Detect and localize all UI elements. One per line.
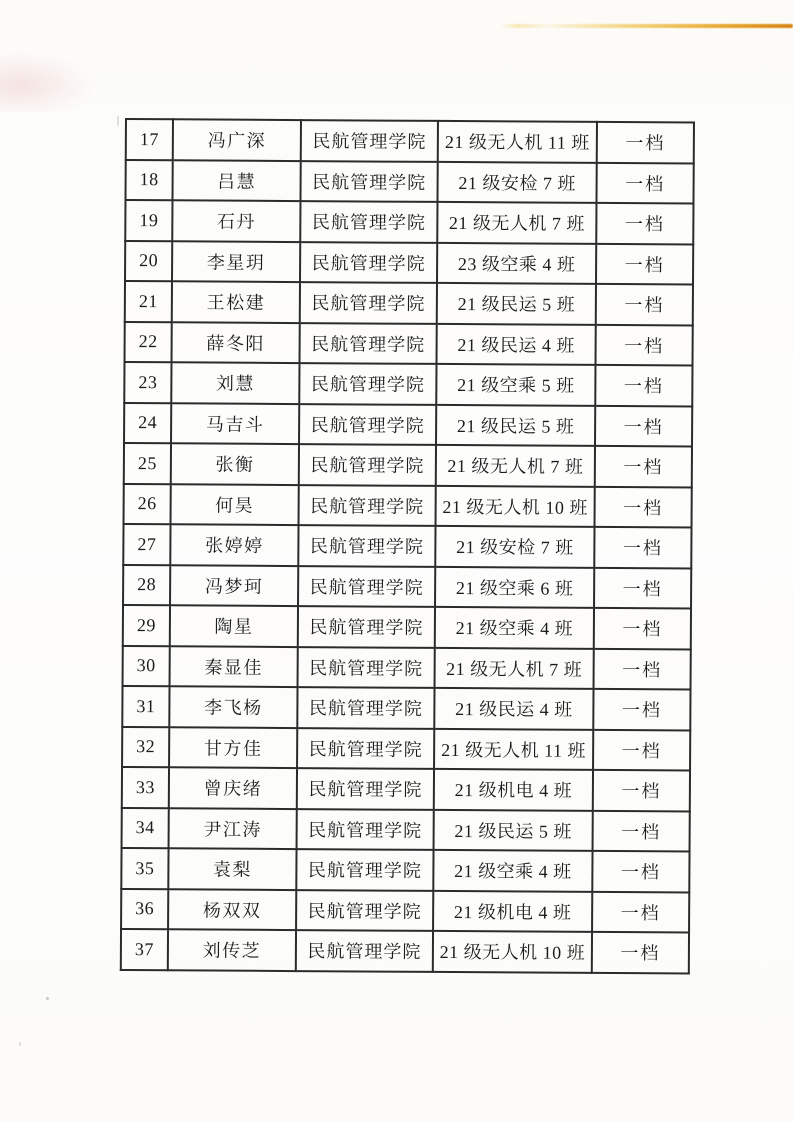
- cell-grade: 一档: [595, 405, 692, 446]
- cell-name: 甘方佳: [169, 727, 297, 768]
- scan-speck: [46, 997, 49, 1000]
- cell-class_name: 21 级无人机 7 班: [437, 202, 596, 243]
- cell-class_name: 21 级空乘 4 班: [435, 607, 594, 648]
- cell-class_name: 21 级民运 5 班: [437, 283, 596, 324]
- cell-name: 冯梦珂: [170, 565, 298, 606]
- cell-name: 刘传芝: [168, 929, 296, 970]
- cell-grade: 一档: [595, 486, 692, 527]
- cell-name: 何昊: [171, 484, 299, 525]
- cell-college: 民航管理学院: [296, 930, 433, 971]
- table-row: [125, 200, 693, 244]
- cell-name: 曾庆绪: [169, 767, 297, 808]
- cell-class_name: 21 级空乘 5 班: [436, 364, 595, 405]
- cell-class_name: 21 级无人机 7 班: [435, 647, 594, 688]
- table-body: [121, 119, 694, 973]
- cell-grade: 一档: [594, 527, 691, 568]
- cell-name: 袁梨: [168, 848, 296, 889]
- cell-grade: 一档: [596, 203, 693, 244]
- cell-no: 30: [123, 645, 170, 686]
- cell-college: 民航管理学院: [300, 161, 437, 202]
- cell-college: 民航管理学院: [300, 242, 437, 283]
- cell-class_name: 21 级民运 5 班: [436, 404, 595, 445]
- cell-grade: 一档: [595, 446, 692, 487]
- cell-no: 37: [121, 929, 168, 970]
- table-row: [124, 403, 692, 447]
- cell-college: 民航管理学院: [297, 728, 434, 769]
- cell-college: 民航管理学院: [300, 201, 437, 242]
- cell-no: 27: [123, 524, 170, 565]
- cell-grade: 一档: [592, 851, 689, 892]
- cell-no: 21: [125, 281, 172, 322]
- cell-grade: 一档: [593, 689, 690, 730]
- cell-class_name: 21 级民运 4 班: [434, 688, 593, 729]
- cell-grade: 一档: [594, 648, 691, 689]
- cell-no: 23: [124, 362, 171, 403]
- cell-class_name: 23 级空乘 4 班: [437, 242, 596, 283]
- cell-no: 28: [123, 564, 170, 605]
- table-row: [124, 443, 692, 487]
- table-row: [125, 322, 693, 366]
- cell-college: 民航管理学院: [298, 525, 435, 566]
- table-row: [123, 605, 691, 649]
- cell-college: 民航管理学院: [296, 890, 433, 931]
- cell-name: 石丹: [172, 200, 300, 241]
- cell-name: 张婷婷: [170, 524, 298, 565]
- table-row: [122, 726, 690, 770]
- cell-name: 李星玥: [172, 241, 300, 282]
- cell-name: 张衡: [171, 443, 299, 484]
- cell-class_name: 21 级无人机 11 班: [438, 121, 597, 162]
- table-row: [123, 524, 691, 568]
- table-row: [124, 483, 692, 527]
- cell-class_name: 21 级空乘 6 班: [435, 566, 594, 607]
- cell-no: 34: [122, 807, 169, 848]
- cell-name: 秦显佳: [170, 646, 298, 687]
- cell-college: 民航管理学院: [301, 120, 438, 161]
- table-row: [122, 807, 690, 851]
- student-grade-table: [120, 118, 695, 974]
- table-row: [125, 241, 693, 285]
- cell-class_name: 21 级机电 4 班: [434, 769, 593, 810]
- cell-college: 民航管理学院: [298, 647, 435, 688]
- cell-no: 31: [122, 686, 169, 727]
- cell-college: 民航管理学院: [300, 282, 437, 323]
- cell-name: 王松建: [172, 281, 300, 322]
- cell-grade: 一档: [595, 365, 692, 406]
- cell-class_name: 21 级空乘 4 班: [433, 850, 592, 891]
- table-row: [122, 767, 690, 811]
- cell-name: 冯广深: [173, 119, 301, 160]
- cell-college: 民航管理学院: [297, 687, 434, 728]
- table-row: [125, 281, 693, 325]
- cell-grade: 一档: [593, 770, 690, 811]
- cell-no: 22: [125, 322, 172, 363]
- cell-name: 尹江涛: [169, 808, 297, 849]
- cell-college: 民航管理学院: [299, 363, 436, 404]
- cell-class_name: 21 级机电 4 班: [433, 890, 592, 931]
- cell-grade: 一档: [597, 122, 694, 163]
- table-row: [123, 564, 691, 608]
- table-row: [121, 929, 689, 973]
- cell-grade: 一档: [594, 567, 691, 608]
- cell-class_name: 21 级民运 5 班: [434, 809, 593, 850]
- cell-name: 陶星: [170, 605, 298, 646]
- cell-no: 32: [122, 726, 169, 767]
- cell-grade: 一档: [592, 932, 689, 973]
- cell-college: 民航管理学院: [298, 566, 435, 607]
- table-row: [122, 686, 690, 730]
- cell-no: 20: [125, 241, 172, 282]
- table-row: [124, 362, 692, 406]
- cell-class_name: 21 级安检 7 班: [437, 161, 596, 202]
- cell-class_name: 21 级民运 4 班: [437, 323, 596, 364]
- cell-name: 刘慧: [171, 362, 299, 403]
- scan-artifact-yellow-streak: [500, 24, 793, 28]
- cell-no: 33: [122, 767, 169, 808]
- cell-grade: 一档: [594, 608, 691, 649]
- cell-name: 李飞杨: [169, 686, 297, 727]
- scan-speck: [117, 116, 119, 126]
- cell-class_name: 21 级无人机 7 班: [436, 445, 595, 486]
- cell-college: 民航管理学院: [300, 323, 437, 364]
- cell-college: 民航管理学院: [299, 444, 436, 485]
- cell-class_name: 21 级无人机 10 班: [433, 931, 592, 972]
- cell-grade: 一档: [596, 243, 693, 284]
- cell-no: 26: [124, 483, 171, 524]
- table-row: [126, 119, 694, 163]
- cell-grade: 一档: [593, 810, 690, 851]
- cell-name: 薛冬阳: [172, 322, 300, 363]
- cell-grade: 一档: [593, 729, 690, 770]
- cell-no: 19: [125, 200, 172, 241]
- table-row: [121, 888, 689, 932]
- scan-speck: [19, 1042, 21, 1046]
- cell-grade: 一档: [592, 891, 689, 932]
- cell-no: 17: [126, 119, 173, 160]
- cell-class_name: 21 级无人机 10 班: [436, 485, 595, 526]
- cell-name: 吕慧: [172, 160, 300, 201]
- table-row: [125, 160, 693, 204]
- cell-no: 35: [121, 848, 168, 889]
- table-row: [121, 848, 689, 892]
- cell-no: 18: [125, 160, 172, 201]
- cell-no: 29: [123, 605, 170, 646]
- cell-no: 25: [124, 443, 171, 484]
- table-row: [123, 645, 691, 689]
- cell-class_name: 21 级无人机 11 班: [434, 728, 593, 769]
- cell-name: 马吉斗: [171, 403, 299, 444]
- scan-artifact-smudge: [0, 52, 96, 112]
- cell-college: 民航管理学院: [296, 849, 433, 890]
- cell-college: 民航管理学院: [297, 809, 434, 850]
- cell-no: 36: [121, 888, 168, 929]
- cell-grade: 一档: [596, 284, 693, 325]
- cell-college: 民航管理学院: [299, 404, 436, 445]
- cell-name: 杨双双: [168, 889, 296, 930]
- cell-grade: 一档: [596, 324, 693, 365]
- cell-class_name: 21 级安检 7 班: [435, 526, 594, 567]
- cell-no: 24: [124, 403, 171, 444]
- cell-college: 民航管理学院: [297, 768, 434, 809]
- cell-college: 民航管理学院: [299, 485, 436, 526]
- cell-college: 民航管理学院: [298, 606, 435, 647]
- cell-grade: 一档: [596, 162, 693, 203]
